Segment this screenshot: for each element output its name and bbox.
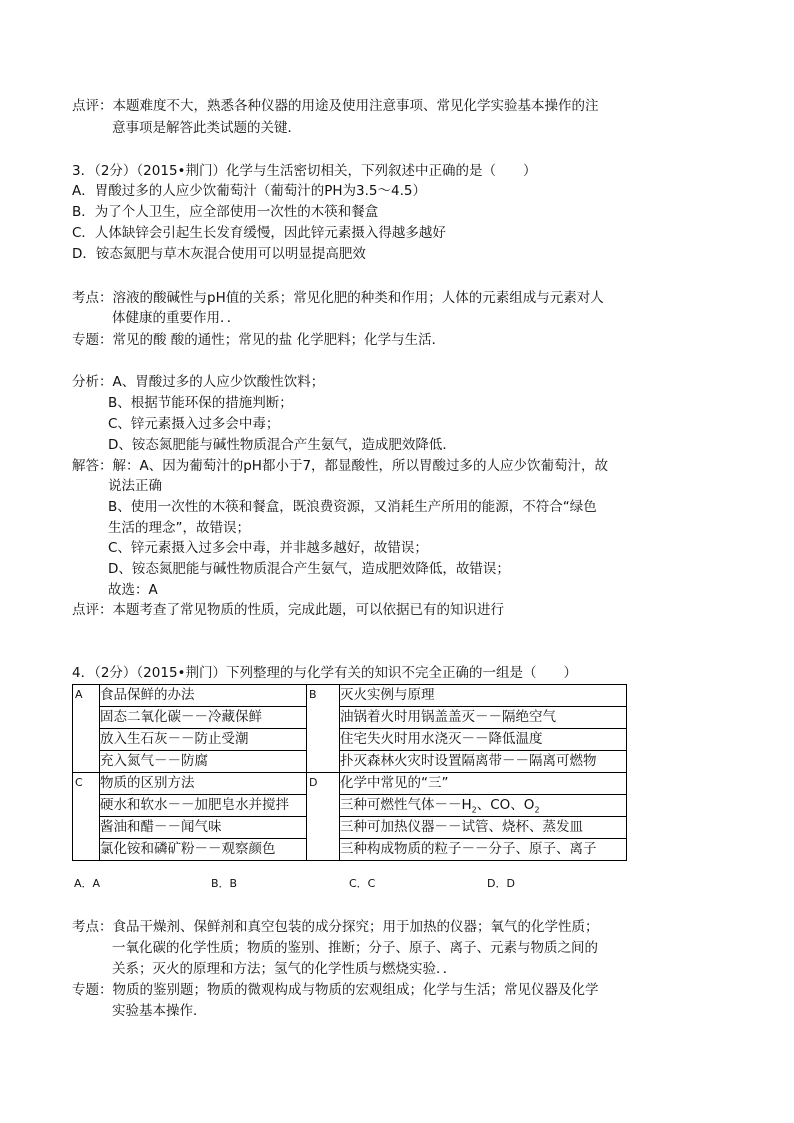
jieda-label: 解答： (72, 458, 113, 474)
cell-d-item-1 (340, 795, 626, 817)
q4-answer-b: B．B (211, 877, 238, 890)
fenxi-c: C、锌元素摄入过多会中毒； (108, 416, 280, 432)
q3-jieda (72, 456, 608, 476)
jieda-text-7: 故选：A (108, 582, 158, 598)
q3-option-a: A．胃酸过多的人应少饮葡萄汁（葡萄汁的PH为3.5～4.5） (72, 183, 426, 199)
q4-kaodian (72, 917, 599, 937)
jieda-text-1: 解：A、因为葡萄汁的pH都小于7，都显酸性，所以胃酸过多的人应少饮葡萄汁，故 (112, 458, 609, 474)
kaodian-text-1: 溶液的酸碱性与pH值的关系；常见化肥的种类和作用；人体的元素组成与元素对人 (112, 290, 604, 306)
zhuanti-label: 专题： (72, 332, 113, 348)
cell-c-item-1: 硬水和软水－－加肥皂水并搅拌 (100, 795, 306, 817)
cell-c-item-3: 氯化铵和磷矿粉－－观察颜色 (100, 841, 276, 857)
zhuanti-text: 常见的酸 酸的通性；常见的盐 化学肥料；化学与生活． (112, 332, 446, 348)
jieda-text-6: D、铵态氮肥能与碱性物质混合产生氨气，造成肥效降低，故错误； (108, 561, 510, 577)
q3-stem: 3．（2分）（2015•荆门）化学与生活密切相关，下列叙述中正确的是（ ） (72, 163, 537, 179)
cell-b-item-1: 油锅着火时用锅盖盖灭－－隔绝空气 (340, 707, 626, 729)
comment-label: 点评： (72, 98, 113, 114)
cell-a-item-3: 充入氮气－－防腐 (100, 753, 208, 769)
fenxi-a: A、胃酸过多的人应少饮酸性饮料； (112, 374, 325, 390)
q4-zhuanti-label: 专题： (72, 982, 113, 998)
prev-comment (72, 96, 599, 116)
cell-d-item-1-prefix: 三种可燃性气体－－H (340, 797, 472, 813)
q3-dianping (72, 600, 504, 620)
cell-d-item-1-sub2: 2 (534, 805, 540, 815)
cell-d-item-3: 三种构成物质的粒子－－分子、原子、离子 (340, 841, 597, 857)
cell-a-title: 食品保鲜的办法 (100, 685, 306, 707)
cell-a-item-1: 固态二氧化碳－－冷藏保鲜 (100, 707, 306, 729)
q3-option-b: B．为了个人卫生，应全部使用一次性的木筷和餐盒 (72, 204, 379, 220)
jieda-text-3: B、使用一次性的木筷和餐盒，既浪费资源，又消耗生产所用的能源，不符合“绿色 (108, 499, 597, 515)
cell-d-letter: D (307, 773, 340, 861)
q4-kaodian-text-1: 食品干燥剂、保鲜剂和真空包装的成分探究；用于加热的仪器；氧气的化学性质； (112, 919, 599, 935)
q4-answer-a: A．A (74, 877, 101, 890)
q3-option-c: C．人体缺锌会引起生长发育缓慢，因此锌元素摄入得越多越好 (72, 225, 446, 241)
cell-b-item-2: 住宅失火时用水浇灭－－降低温度 (340, 729, 626, 751)
cell-b-letter: B (307, 685, 340, 773)
cell-d-item-1-sub1: 2 (471, 805, 477, 815)
q3-zhuanti (72, 330, 445, 350)
q4-zhuanti-text-1: 物质的鉴别题；物质的微观构成与物质的宏观组成；化学与生活；常见仪器及化学 (112, 982, 599, 998)
dianping-label: 点评： (72, 602, 113, 618)
cell-c (100, 773, 307, 861)
q4-answer-c: C．C (349, 877, 376, 890)
jieda-text-2: 说法正确 (108, 478, 162, 494)
dianping-text: 本题考查了常见物质的性质，完成此题，可以依据已有的知识进行 (112, 602, 504, 618)
kaodian-label: 考点： (72, 290, 113, 306)
q4-zhuanti-text-2: 实验基本操作． (112, 1003, 207, 1019)
cell-a-letter: A (73, 685, 100, 773)
cell-d-item-2: 三种可加热仪器－－试管、烧杯、蒸发皿 (340, 817, 626, 839)
cell-d-item-1-mid: 、CO、O (476, 797, 535, 813)
cell-b (340, 685, 627, 773)
q4-kaodian-label: 考点： (72, 919, 113, 935)
jieda-text-4: 生活的理念”，故错误； (108, 520, 250, 536)
fenxi-b: B、根据节能环保的措施判断； (108, 395, 293, 411)
cell-b-item-3: 扑灭森林火灾时设置隔离带－－隔离可燃物 (340, 753, 597, 769)
comment-text-1: 本题难度不大，熟悉各种仪器的用途及使用注意事项、常见化学实验基本操作的注 (112, 98, 599, 114)
cell-d (340, 773, 627, 861)
cell-c-item-2: 酱油和醋－－闻气味 (100, 817, 306, 839)
fenxi-label: 分析： (72, 374, 113, 390)
cell-d-title: 化学中常见的“三” (340, 773, 626, 795)
cell-c-letter: C (73, 773, 100, 861)
q3-option-d: D．铵态氮肥与草木灰混合使用可以明显提高肥效 (72, 246, 366, 262)
prev-comment-cont: 意事项是解答此类试题的关键． (112, 120, 301, 136)
q3-kaodian (72, 288, 604, 308)
q4-stem: 4．（2分）（2015•荆门）下列整理的与化学有关的知识不完全正确的一组是（ ） (72, 665, 577, 681)
cell-b-title: 灭火实例与原理 (340, 685, 626, 707)
cell-a (100, 685, 307, 773)
q3-fenxi (72, 372, 324, 392)
q3-kaodian-cont: 体健康的重要作用．． (112, 310, 241, 326)
fenxi-d: D、铵态氮肥能与碱性物质混合产生氨气，造成肥效降低． (108, 437, 456, 453)
cell-c-title: 物质的区别方法 (100, 773, 306, 795)
jieda-text-5: C、锌元素摄入过多会中毒，并非越多越好，故错误； (108, 540, 428, 556)
q4-answer-d: D．D (487, 877, 515, 890)
q4-kaodian-text-3: 关系；灭火的原理和方法；氢气的化学性质与燃烧实验．． (112, 961, 457, 977)
q4-zhuanti (72, 980, 599, 1000)
q4-kaodian-text-2: 一氧化碳的化学性质；物质的鉴别、推断；分子、原子、离子、元素与物质之间的 (112, 940, 598, 956)
q4-knowledge-table (72, 684, 627, 861)
cell-a-item-2: 放入生石灰－－防止受潮 (100, 729, 306, 751)
